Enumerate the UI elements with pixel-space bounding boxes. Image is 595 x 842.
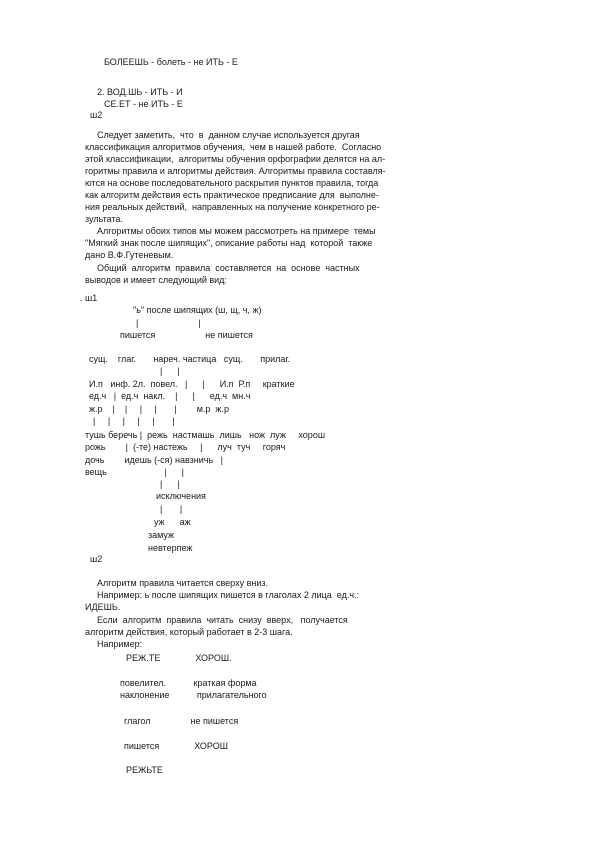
text-line: дано В.Ф.Гутеневым.: [85, 250, 174, 260]
section-marker: . ш1: [80, 293, 98, 303]
diagram-line: замуж: [148, 530, 175, 540]
section-marker: ш2: [90, 554, 103, 564]
text-line: Если алгоритм правила читать снизу вверх, получается: [97, 615, 348, 625]
diagram-line: | |: [136, 318, 201, 328]
text-line: выводов и имеет следующий вид:: [85, 275, 227, 285]
diagram-line: | | | | | |: [93, 416, 175, 426]
text-line: ются на основе последовательного раскрытия пунктов правила, тогда: [85, 178, 379, 188]
text-line: "Мягкий знак после шипящих", описание работы над которой также: [85, 238, 373, 248]
diagram-line: | |: [160, 504, 183, 514]
text-line: СЕ.ЕТ - не ИТЬ - Е: [104, 99, 183, 109]
diagram-line: | |: [160, 366, 180, 376]
example-line: РЕЖ.ТЕ ХОРОШ.: [126, 653, 232, 663]
text-line: ИДЕШЬ.: [85, 602, 121, 612]
diagram-line: уж аж: [154, 517, 191, 527]
diagram-line: ж.р | | | | | м.р ж.р: [89, 404, 229, 414]
text-line: Общий алгоритм правила составляется на основе частных: [97, 263, 360, 273]
diagram-line: дочь идешь (-ся) навзничь |: [85, 455, 223, 465]
example-line: наклонение прилагательного: [120, 690, 267, 700]
diagram-line: "ь" после шипящих (ш, щ, ч, ж): [133, 305, 262, 315]
text-line: Например:: [97, 639, 143, 649]
text-line: 2. ВОД.ШЬ - ИТЬ - И: [97, 87, 183, 97]
diagram-line: невтерпеж: [148, 543, 193, 553]
diagram-line: пишется не пишется: [120, 330, 253, 340]
text-line: Следует заметить, что в данном случае используется другая: [97, 130, 360, 140]
example-line: повелител. краткая форма: [120, 678, 257, 688]
text-line: этой классификации, алгоритмы обучения орфографии делятся на ал-: [85, 154, 386, 164]
diagram-line: И.п инф. 2л. повел. | | И.п Р.п краткие: [89, 379, 295, 389]
text-line: Например: ь после шипящих пишется в глаголах 2 лица ед.ч.:: [97, 590, 360, 600]
text-line: горитмы правила и алгоритмы действия. Алгоритмы правила составля-: [85, 166, 386, 176]
text-line: БОЛЕЕШЬ - болеть - не ИТЬ - Е: [104, 57, 238, 67]
text-line: как алгоритм действия есть практическое предписание для выполне-: [85, 190, 379, 200]
text-line: Алгоритмы обоих типов мы можем рассмотреть на примере темы: [97, 226, 376, 236]
diagram-line: исключения: [156, 491, 206, 501]
example-line: глагол не пишется: [124, 716, 239, 726]
diagram-line: сущ. глаг. нареч. частица сущ. прилаг.: [89, 354, 291, 364]
text-line: Алгоритм правила читается сверху вниз.: [97, 578, 268, 588]
text-line: алгоритм действия, который работает в 2-3 шага.: [85, 627, 293, 637]
text-line: зультата.: [85, 214, 123, 224]
diagram-line: | |: [160, 479, 180, 489]
diagram-line: вещь | |: [85, 467, 184, 477]
diagram-line: ед.ч | ед.ч накл. | | ед.ч мн.ч: [89, 391, 251, 401]
diagram-line: рожь | (-те) настежь | луч туч горяч: [85, 442, 286, 452]
text-line: ния реальных действий, направленных на получение конкретного ре-: [85, 202, 380, 212]
diagram-line: тушь беречь | режь настмашь лишь нож луж хорош: [85, 430, 326, 440]
example-line: пишется ХОРОШ: [124, 741, 228, 751]
text-line: классификация алгоритмов обучения, чем в нашей работе. Согласно: [85, 142, 382, 152]
section-marker: ш2: [90, 110, 103, 120]
example-line: РЕЖЬТЕ: [126, 765, 163, 775]
